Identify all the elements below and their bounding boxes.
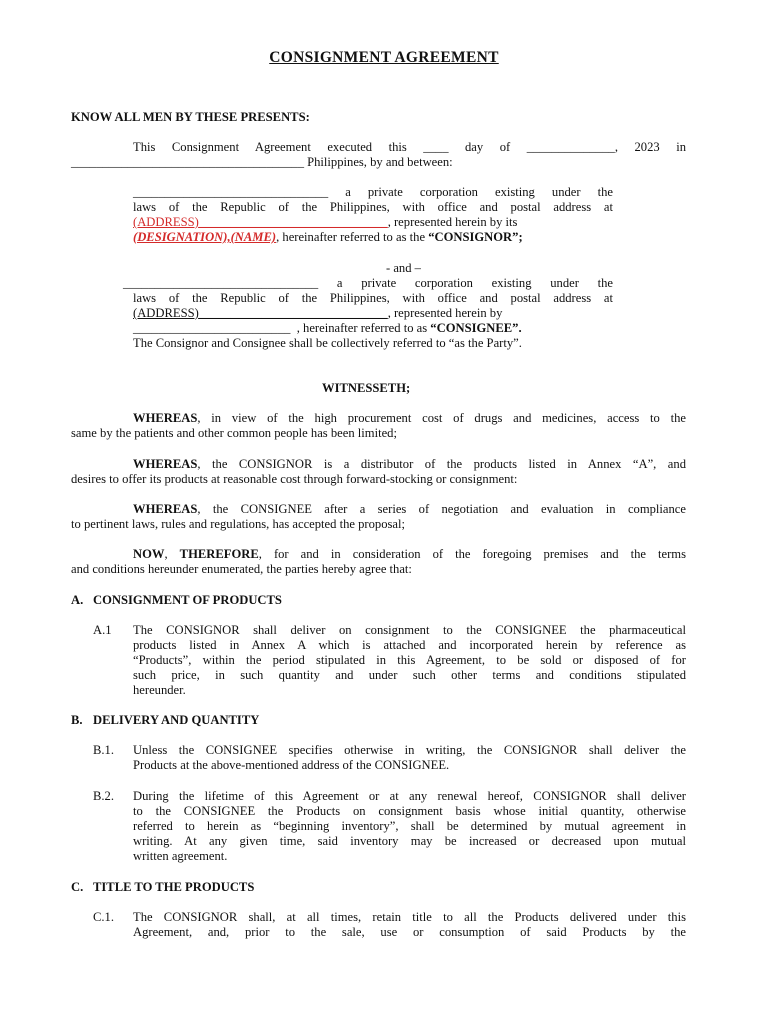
party1-line-2: laws of the Republic of the Philippines, with office and postal address at (133, 200, 613, 214)
intro-blank-place: ______________ (71, 155, 160, 169)
clause-c1-number: C.1. (93, 910, 114, 924)
now-therefore-clause: NOW, THEREFORE, for and in consideration of the foregoing premises and the terms and conditions hereunder enumerated, the parties hereby agree that: (71, 547, 686, 576)
party2-representative-blank: _________________________ (133, 321, 291, 335)
party1-designation-placeholder: (DESIGNATION),(NAME) (133, 230, 277, 244)
party2-referred: , hereinafter referred to as (296, 321, 428, 335)
clause-c1-text: The CONSIGNOR shall, at all times, retain title to all the Products delivered under this Agreement, and, prior to the sale, use or consumption of said Products by the (133, 910, 686, 939)
and-separator: - and – (386, 261, 421, 275)
clause-b1-number: B.1. (93, 743, 114, 757)
witnesseth-heading: WITNESSETH; (322, 381, 411, 395)
party1-represented: , represented herein by its (387, 215, 518, 229)
document-title: CONSIGNMENT AGREEMENT (269, 49, 499, 66)
whereas-clause-3: WHEREAS, the CONSIGNEE after a series of negotiation and evaluation in compliance to pertinent laws, rules and regulations, has accepted the proposal; (71, 502, 686, 531)
clause-a1-number: A.1 (93, 623, 112, 637)
clause-b1-text: Unless the CONSIGNEE specifies otherwise in writing, the CONSIGNOR shall deliver the Products at the above-mentioned address of the CONSIGNEE. (133, 743, 686, 772)
party1-address-placeholder: (ADDRESS)______________________________ (133, 215, 388, 229)
intro-line-2 (71, 155, 453, 170)
party1-role: “CONSIGNOR”; (428, 230, 523, 244)
section-b-heading: B. DELIVERY AND QUANTITY (71, 713, 260, 727)
party1-line-4 (133, 230, 523, 245)
section-a-heading: A. CONSIGNMENT OF PRODUCTS (71, 593, 282, 607)
party2-address-placeholder: (ADDRESS)______________________________ (133, 306, 388, 320)
party2-role: “CONSIGNEE”. (430, 321, 522, 335)
party-collective-clause: The Consignor and Consignee shall be collectively referred to “as the Party”. (133, 336, 522, 350)
clause-b2-number: B.2. (93, 789, 114, 803)
section-c-heading: C. TITLE TO THE PRODUCTS (71, 880, 255, 894)
party2-line-1: _______________________________ a private corporation existing under the (123, 276, 613, 290)
party2-line-4 (133, 321, 613, 336)
party2-line-2: laws of the Republic of the Philippines, with office and postal address at (133, 291, 613, 305)
know-all-heading: KNOW ALL MEN BY THESE PRESENTS: (71, 110, 310, 124)
whereas-clause-1: WHEREAS, in view of the high procurement cost of drugs and medicines, access to the same by the patients and other common people has been limited; (71, 411, 686, 440)
clause-a1-text: The CONSIGNOR shall deliver on consignment to the CONSIGNEE the pharmaceutical products listed in Annex A which is attached and incorporated herein by reference as “Products”, within the period stipulated in this Agreement, to be sold or disposed of for such price, in such quantity and under such other terms and conditions stipulated hereunder. (133, 623, 686, 697)
party2-line-3 (133, 306, 613, 321)
intro-line-1: This Consignment Agreement executed this ____ day of ______________, 2023 in (133, 140, 686, 154)
clause-b2-text: During the lifetime of this Agreement or at any renewal hereof, CONSIGNOR shall deliver to the CONSIGNEE the Products on consignment basis whose initial quantity, otherwise referred to herein as “beginning inventory”, shall be determined by mutual agreement in writing. At any given time, said inventory may be increased or decreased upon mutual written agreement. (133, 789, 686, 863)
party2-represented: , represented herein by (387, 306, 503, 320)
whereas-clause-2: WHEREAS, the CONSIGNOR is a distributor of the products listed in Annex “A”, and desires to offer its products at reasonable cost through forward-stocking or consignment: (71, 457, 686, 486)
party1-line-3 (133, 215, 613, 230)
party1-referred: , hereinafter referred to as the (276, 230, 426, 244)
intro-blank-city: _______________________ Philippines, by and between: (159, 155, 453, 169)
party1-line-1: _______________________________ a private corporation existing under the (133, 185, 613, 199)
